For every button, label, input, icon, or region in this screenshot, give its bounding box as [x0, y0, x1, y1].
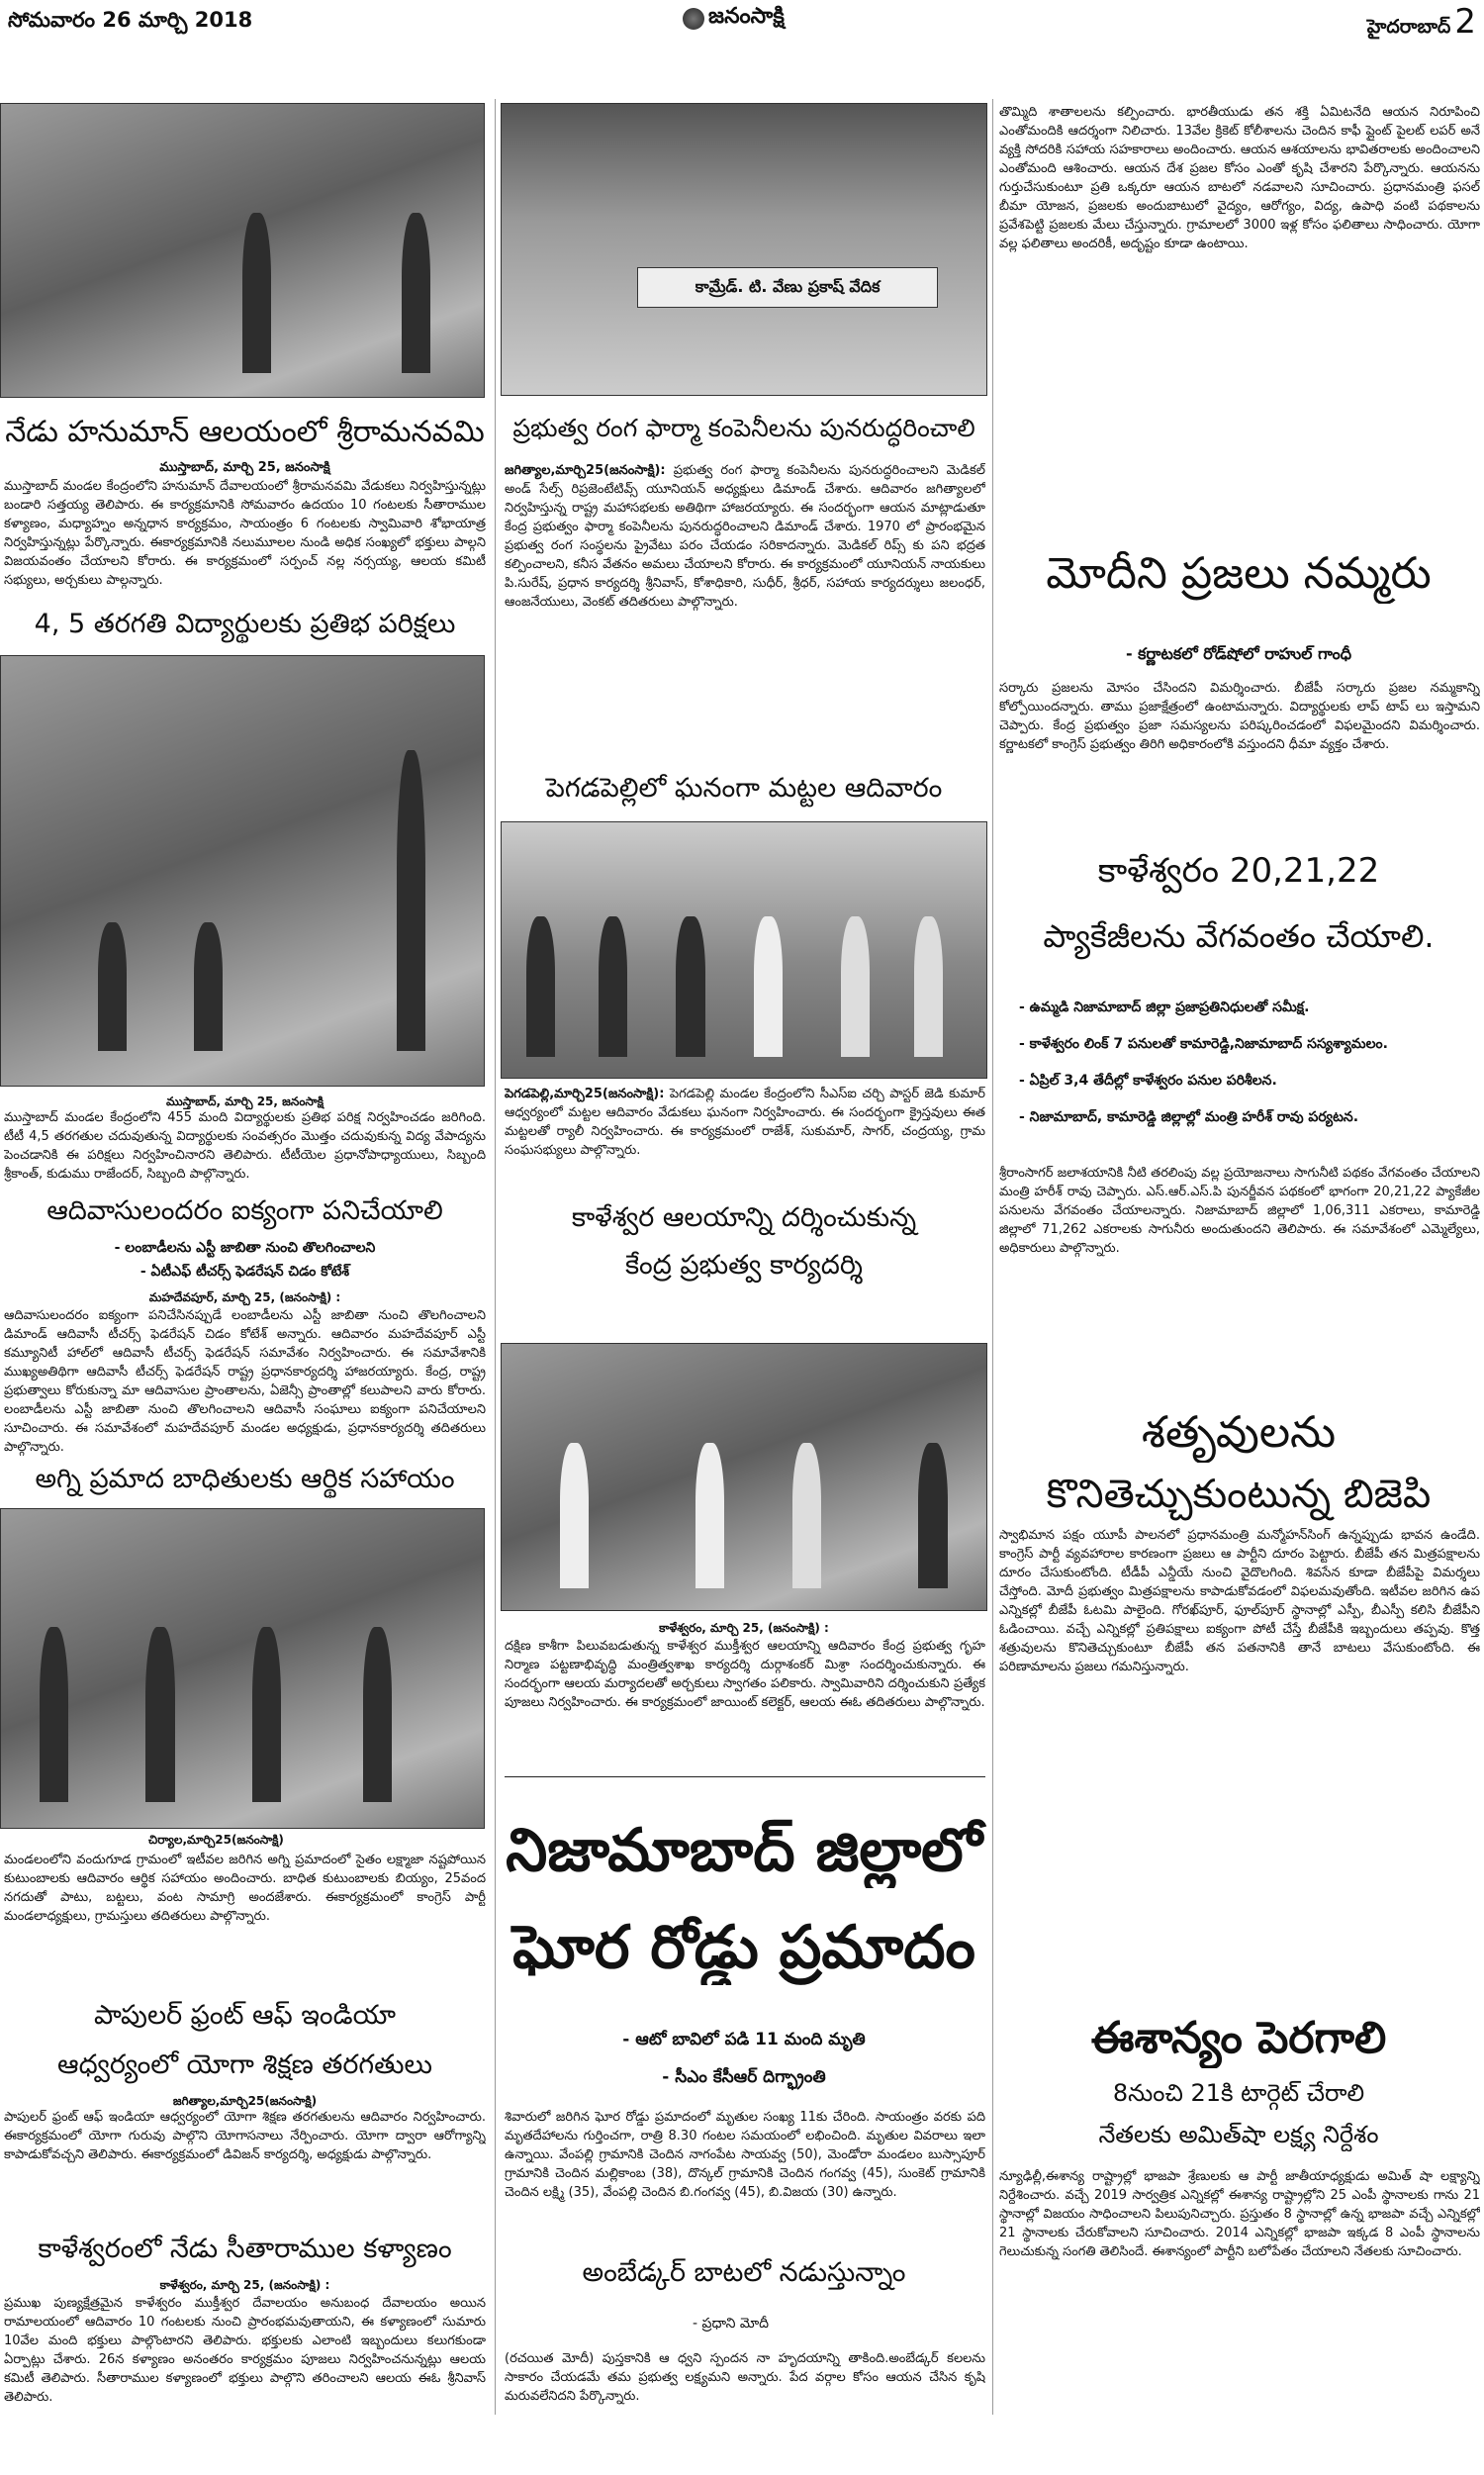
- conference-banner: కామ్రేడ్. టి. వేణు ప్రకాష్ వేదిక: [637, 267, 938, 308]
- logo-emblem-icon: [683, 8, 704, 30]
- subheading: - ఆటో బావిలో పడి 11 మంది మృతి: [622, 2030, 866, 2049]
- palm-sunday-photo: [501, 821, 987, 1079]
- subheading: - ఏటీఎఫ్ టీచర్స్ ఫెడరేషన్ చిడం కోటేశ్: [139, 1264, 350, 1280]
- article-body: శ్రీరాంసాగర్ జలాశయానికి నీటి తరలింపు వల్ల ప్రయోజనాలు సాగునీటి పథకం వేగవంతం చేయాలని మంత్రి హరీశ్ రావు చెప్పారు. ఎస్.ఆర్.ఎస్.పి పునర్జీవన పథకంలో భాగంగా 20,21,22 ప్యాకేజీల పనులను వేగవంతం చేయాలన్నారు. నిజామాబాద్ జిల్లాలో 1,06,311 ఎకరాలు, కామారెడ్డి జిల్లాలో 71,262 ఎకరాలకు సాగునీరు అందుతుందని తెలిపారు. ఈ సమావేశంలో ఎమ్మెల్యేలు, అధికారులు పాల్గొన్నారు.: [999, 1166, 1480, 1256]
- bullet-list: [1019, 990, 1480, 1136]
- article-body: పాపులర్ ఫ్రంట్ ఆఫ్ ఇండియా ఆధ్వర్యంలో యోగా శిక్షణ తరగతులను ఆదివారం నిర్వహించారు. ఈకార్యక్రమంలో యోగా గురువు పాల్గొని యోగాసనాలు నేర్పించారు. యోగా ద్వారా ఆరోగ్యాన్ని కాపాడుకోవచ్చని తెలిపారు. ఈకార్యక్రమంలో డివిజన్ కార్యదర్శి, అధ్యక్షుడు పాల్గొన్నారు.: [4, 2110, 486, 2162]
- dateline: ముస్తాబాద్, మార్చి 25, జనంసాక్షి: [159, 460, 330, 475]
- dateline: కాళేశ్వరం, మార్చి 25, (జనంసాక్షి) :: [159, 2278, 330, 2292]
- dateline: చిర్యాల,మార్చి25(జనంసాక్షి): [148, 1833, 284, 1847]
- headline-sitarama-kalyanam: కాళేశ్వరంలో నేడు సీతారాముల కళ్యాణం: [38, 2234, 452, 2264]
- article-body: దక్షిణ కాశీగా పిలువబడుతున్న కాళేశ్వర ముక్తీశ్వర ఆలయాన్ని ఆదివారం కేంద్ర ప్రభుత్వ గృహ నిర్మాణ పట్టణాభివృద్ధి మంత్రిత్వశాఖ కార్యదర్శి దుర్గాశంకర్ మిశ్రా సందర్శించుకున్నారు. ఈ సందర్భంగా ఆలయ మర్యాదలతో అర్చకులు స్వాగతం పలికారు. స్వామివారిని దర్శించుకుని ప్రత్యేక పూజలు నిర్వహించారు. ఈ కార్యక్రమంలో జాయింట్ కలెక్టర్, ఆలయ ఈఓ తదితరులు పాల్గొన్నారు.: [505, 1639, 985, 1710]
- headline-adivasi-unity: ఆదివాసులందరం ఐక్యంగా పనిచేయాలి: [46, 1195, 443, 1226]
- article-body: ప్రముఖ పుణ్యక్షేత్రమైన కాళేశ్వరం ముక్తీశ్వర దేవాలయం అనుబంధ దేవాలయం అయిన రామాలయంలో ఆదివారం 10 గంటలకు నుంచి ప్రారంభమవుతాయని, ఈ కళ్యాణంలో సుమారు 10వేల మంది భక్తులు పాల్గొంటారని తెలిపారు. భక్తులకు ఎలాంటి ఇబ్బందులు కలుగకుండా ఏర్పాట్లు చేశారు. 26న కళ్యాణం అనంతరం కార్యక్రమం పూజలు నిర్వహించనున్నట్లు ఆలయ కమిటీ తెలిపారు. సీతారాముల కళ్యాణంలో భక్తులు పాల్గొని తరించాలని ఆలయ ఈఓ శ్రీనివాస్ తెలిపారు.: [4, 2296, 486, 2405]
- issue-date: సోమవారం 26 మార్చి 2018: [8, 8, 253, 32]
- headline-fire-relief: అగ్ని ప్రమాద బాధితులకు ఆర్థిక సహాయం: [35, 1464, 455, 1494]
- dateline: మహదేవపూర్, మార్చి 25, (జనంసాక్షి) :: [148, 1290, 341, 1304]
- headline-bjp-enemies-line2: కొనితెచ్చుకుంటున్న బిజెపి: [1046, 1472, 1432, 1517]
- subheading: - లంబాడీలను ఎస్టీ జాబితా నుంచి తొలగించాలని: [114, 1240, 376, 1256]
- page-info: [1367, 2, 1476, 43]
- dateline: జగిత్యాల,మార్చి25(జనంసాక్షి):: [505, 463, 666, 478]
- headline-kaleshwaram-visit: కాళేశ్వర ఆలయాన్ని దర్శించుకున్న: [571, 1202, 917, 1233]
- temple-visit-photo: [501, 1343, 987, 1611]
- article-body: (రచయిత మోదీ) పుస్తకానికి ఆ ధ్వని స్పందన నా హృదయాన్ని తాకింది.అంబేడ్కర్ కలలను సాకారం చేయడమే తమ ప్రభుత్వ లక్ష్యమని అన్నారు. పేద వర్గాల కోసం ఆయన చేసిన కృషి మరువలేనిదని పేర్కొన్నారు.: [505, 2351, 985, 2404]
- headline-kaleshwaram-packages-line2: ప్యాకేజీలను వేగవంతం చేయాలి.: [1043, 917, 1435, 955]
- article-body: సర్కారు ప్రజలను మోసం చేసిందని విమర్శించారు. బీజేపీ సర్కారు ప్రజల నమ్మకాన్ని కోల్పోయిందన్నారు. తాము ప్రజాక్షేత్రంలో ఉంటామన్నారు. విద్యార్థులకు లాప్ టాప్ లు ఇస్తామని చెప్పారు. కేంద్ర ప్రభుత్వం ప్రజా సమస్యలను పరిష్కరించడంలో విఫలమైందని విమర్శించారు. కర్ణాటకలో కాంగ్రెస్ ప్రభుత్వం తిరిగి అధికారంలోకి వస్తుందని ధీమా వ్యక్తం చేశారు.: [999, 681, 1480, 752]
- conference-photo: [501, 103, 987, 396]
- subheading: - కర్ణాటకలో రోడ్‌షోలో రాహుల్ గాంధీ: [1125, 644, 1352, 663]
- headline-modi-not-trusted: మోదీని ప్రజలు నమ్మరు: [1046, 548, 1432, 599]
- dateline: ముస్తాబాద్, మార్చి 25, జనంసాక్షి: [165, 1095, 325, 1108]
- bullet-item: - నిజామాబాద్, కామారెడ్డి జిల్లాల్లో మంత్రి హరీశ్ రావు పర్యటన.: [1019, 1109, 1359, 1125]
- headline-hanuman-temple: నేడు హనుమాన్ ఆలయంలో శ్రీరామనవమి: [5, 415, 485, 449]
- article-body: జగిత్యాల,మార్చి25(జనంసాక్షి): ప్రభుత్వ రంగ ఫార్మా కంపెనీలను పునరుద్ధరించాలని మెడికల్ అండ్ సేల్స్ రిప్రజెంటేటివ్స్ యూనియన్ అధ్యక్షులు డిమాండ్ చేశారు. ఆదివారం జగిత్యాలలో నిర్వహిస్తున్న రాష్ట్ర మహాసభలకు అతిథిగా హాజరయ్యారు. ఈ సందర్భంగా ఆయన మాట్లాడుతూ కేంద్ర ప్రభుత్వం ఫార్మా కంపెనీలను పునరుద్ధరించాలని డిమాండ్ చేశారు. 1970 లో ప్రారంభమైన ప్రభుత్వ రంగ సంస్థలను ప్రైవేటు పరం చేయడం సరికాదన్నారు. మెడికల్ రిప్స్ కు పని భద్రత కల్పించాలని, కనీస వేతనం అమలు చేయాలని కోరారు. ఈ కార్యక్రమంలో యూనియన్ నాయకులు పి.సురేష్, ప్రధాన కార్యదర్శి శ్రీనివాస్, కోశాధికారి, సుధీర్, శ్రీధర్, సహాయ కార్యదర్శులు జలంధర్, ఆంజనేయులు, వెంకట్ తదితరులు పాల్గొన్నారు.: [505, 463, 985, 610]
- subheading-target: 8నుంచి 21కి టార్గెట్ చేరాలి: [1112, 2079, 1365, 2107]
- subheading-amit-shah: నేతలకు అమిత్‌షా లక్ష్య నిర్దేశం: [1098, 2121, 1379, 2148]
- article-body: ముస్తాబాద్ మండల కేంద్రంలోని 455 మంది విద్యార్థులకు ప్రతిభ పరిక్ష నిర్వహించడం జరిగింది. టీటీ 4,5 తరగతుల చదువుతున్న విద్యార్థులకు సంవత్సరం మొత్తం చదువుకున్న విద్య వేపాద్యను పెంచడానికి ఈ పరిక్షలు నిర్వహించినారని తెలిపారు. టీటీయెల ప్రధానోపాధ్యాయులు, సిబ్బంది శ్రీకాంత్, కుడుము రాజేందర్, సిబ్బంది పాల్గొన్నారు.: [4, 1110, 486, 1182]
- page-number: 2: [1454, 2, 1476, 42]
- masthead-logo: జనంసాక్షి: [683, 4, 785, 34]
- dateline: కాళేశ్వరం, మార్చి 25, (జనంసాక్షి) :: [659, 1621, 829, 1635]
- dateline: పెగడపెల్లి,మార్చి25(జనంసాక్షి):: [505, 1087, 665, 1101]
- headline-pharma-companies: ప్రభుత్వ రంగ ఫార్మా కంపెనీలను పునరుద్ధరించాలి: [512, 414, 975, 442]
- relief-distribution-photo: [0, 1508, 485, 1829]
- subheading: - సీఎం కేసీఆర్ దిగ్భ్రాంతి: [662, 2067, 826, 2087]
- section-divider: [505, 1776, 985, 1777]
- headline-kaleshwaram-packages: కాళేశ్వరం 20,21,22: [1097, 851, 1380, 891]
- column-divider: [495, 99, 496, 2415]
- headline-bjp-enemies: శతృవులను: [1141, 1407, 1337, 1458]
- article-body: స్వాభిమాన పక్షం యూపీ పాలనలో ప్రధానమంత్రి మన్మోహన్‌సింగ్ ఉన్నప్పుడు భావన ఉండేది. కాంగ్రెస్ పార్టీ వ్యవహారాల కారణంగా ప్రజలు ఆ పార్టీని దూరం పెట్టారు. బీజేపీ తన మిత్రపక్షాలను దూరం చేసుకుంటోంది. టీడీపీ ఎన్డీయే నుంచి వైదొలగింది. శివసేన కూడా బీజేపీపై విమర్శలు చేస్తోంది. మోదీ ప్రభుత్వం మిత్రపక్షాలను కాపాడుకోవడంలో విఫలమవుతోంది. ఇటీవల జరిగిన ఉప ఎన్నికల్లో బీజేపీ ఓటమి పాలైంది. గోరఖ్‌పూర్, ఫూల్‌పూర్ స్థానాల్లో ఎస్పీ, బీఎస్పీ కలిసి బీజేపీని ఓడించాయి. వచ్చే ఎన్నికల్లో ప్రతిపక్షాలు ఐక్యంగా పోటీ చేస్తే బీజేపీకి ఇబ్బందులు తప్పవు. కొత్త శత్రువులను కొనితెచ్చుకుంటూ బీజేపీ తన పతనానికి తానే బాటలు వేసుకుంటోంది. ఈ పరిణామాలను ప్రజలు గమనిస్తున్నారు.: [999, 1528, 1480, 1674]
- dateline: జగిత్యాల,మార్చి25(జనంసాక్షి): [172, 2094, 318, 2108]
- article-body: పెగడపెల్లి,మార్చి25(జనంసాక్షి): పెగడపెల్లి మండల కేంద్రంలోని సీఎస్ఐ చర్చి పాస్టర్ జెడి కుమార్ ఆధ్వర్యంలో మట్టల ఆదివారం వేడుకలు ఘనంగా నిర్వహించారు. ఈ సందర్భంగా క్రైస్తవులు ఈత మట్టలతో ర్యాలీ నిర్వహించారు. ఈ కార్యక్రమంలో రాజేశ్, సుకుమార్, సాగర్, చంద్రయ్య, గ్రామ సంఘసభ్యులు పాల్గొన్నారు.: [505, 1087, 985, 1158]
- headline-palm-sunday: పెగడపెల్లిలో ఘనంగా మట్టల ఆదివారం: [545, 773, 943, 804]
- headline-yoga-classes: పాపులర్ ఫ్రంట్ ఆఫ్ ఇండియా: [94, 2000, 396, 2031]
- city-label: హైదరాబాద్: [1366, 16, 1451, 38]
- classroom-photo: [0, 655, 485, 1087]
- headline-talent-tests: 4, 5 తరగతి విద్యార్థులకు ప్రతిభ పరిక్షలు: [34, 609, 456, 639]
- column-divider: [992, 99, 993, 2415]
- headline-road-accident-line2: ఘోర రోడ్డు ప్రమాదం: [512, 1913, 975, 1982]
- article-body: మండలంలోని వందుగూడ గ్రామంలో ఇటీవల జరిగిన అగ్ని ప్రమాదంలో సైతం లక్ష్మాజా నష్టపోయిన కుటుంబాలకు ఆదివారం ఆర్థిక సహాయం అందించారు. బాధిత కుటుంబాలకు బియ్యం, 25వంద నగదుతో పాటు, బట్టలు, వంట సామాగ్రి అందజేశారు. ఈకార్యక్రమంలో కాంగ్రెస్ పార్టీ మండలాధ్యక్షులు, గ్రామస్తులు తదితరులు పాల్గొన్నారు.: [4, 1853, 486, 1924]
- headline-northeast: ఈశాన్యం పెరగాలి: [1090, 2013, 1387, 2063]
- article-body: ఆదివాసులందరం ఐక్యంగా పనిచేసినప్పుడే లంబాడీలను ఎస్టీ జాబితా నుంచి తొలగించాలని డిమాండ్ ఆదివాసీ టీచర్స్ ఫెడరేషన్ చిడం కోటేశ్ అన్నారు. ఆదివారం మహదేవపూర్ ఎస్టీ కమ్యూనిటీ హాల్‌లో ఆదివాసీ టీచర్స్ ఫెడరేషన్ సమావేశం నిర్వహించారు. ఈ సమావేశానికి ముఖ్యఅతిథిగా ఆదివాసీ టీచర్స్ ఫెడరేషన్ రాష్ట్ర ప్రధానకార్యదర్శి హాజరయ్యారు. కేంద్ర, రాష్ట్ర ప్రభుత్వాలు కోరుకున్నా మా ఆదివాసుల ప్రాంతాలను, ఏజెన్సీ ప్రాంతాల్లో కలుపాలని వారు కోరారు. లంబాడీలను ఎస్టీ జాబితా నుంచి తొలగించాలని ఆదివాసీ సంఘాలు ఐక్యంగా పనిచేయాలని సూచించారు. ఈ సమావేశంలో మహదేవపూర్ మండల అధ్యక్షుడు, ప్రధానకార్యదర్శి తదితరులు పాల్గొన్నారు.: [4, 1308, 486, 1455]
- temple-photo: [0, 103, 485, 398]
- headline-yoga-classes-line2: ఆధ్వర్యంలో యోగా శిక్షణ తరగతులు: [57, 2049, 432, 2080]
- headline-road-accident: నిజామాబాద్ జిల్లాలో: [506, 1816, 982, 1885]
- article-body: ముస్తాబాద్ మండల కేంద్రంలోని హనుమాన్ దేవాలయంలో శ్రీరామనవమి వేడుకలు నిర్వహిస్తున్నట్లు బండారి సత్తయ్య తెలిపారు. ఈ కార్యక్రమానికి సోమవారం ఉదయం 10 గంటలకు సీతారాముల కళ్యాణం, మధ్యాహ్నం అన్నధాన కార్యక్రమం, సాయంత్రం 6 గంటలకు స్వామివారి శోభాయాత్ర నిర్వహిస్తున్నట్లు పేర్కొన్నారు. ఈకార్యక్రమానికి నలుమూలల నుండి అధిక సంఖ్యలో భక్తులు పాల్గని విజయవంతం చేయాలని కోరారు. ఈ కార్యక్రమంలో సర్పంచ్ నల్ల నర్సయ్య, ఆలయ కమిటీ సభ్యులు, అర్చకులు పాల్గన్నారు.: [4, 479, 486, 588]
- bullet-item: - కాళేశ్వరం లింక్ 7 పనులతో కామారెడ్డి,నిజామాబాద్ సస్యశ్యామలం.: [1019, 1036, 1388, 1052]
- article-body: న్యూఢిల్లీ,ఈశాన్య రాష్ట్రాల్లో భాజపా శ్రేణులకు ఆ పార్టీ జాతీయాధ్యక్షుడు అమిత్ షా లక్ష్యాన్ని నిర్దేశించారు. వచ్చే 2019 సార్వత్రిక ఎన్నికల్లో ఈశాన్య రాష్ట్రాల్లోని 25 ఎంపీ స్థానాలకు గాను 21 స్థానాల్లో విజయం సాధించాలని పిలుపునిచ్చారు. ప్రస్తుతం 8 స్థానాల్లో ఉన్న భాజపా వచ్చే ఎన్నికల్లో 21 స్థానాలకు చేరుకోవాలని సూచించారు. 2014 ఎన్నికల్లో భాజపా ఇక్కడ 8 ఎంపీ స్థానాలను గెలుచుకున్న సంగతి తెలిసిందే. ఈశాన్యంలో పార్టీని బలోపేతం చేయాలని నేతలకు సూచించారు.: [999, 2169, 1480, 2259]
- article-body: తొమ్మిది శాతాలలను కల్పించారు. భారతీయుడు తన శక్తి ఏమిటనేది ఆయన నిరూపించి ఎంతోమందికి ఆదర్శంగా నిలిచారు. 13వేల క్రికెట్ కోలీశాలను చెందిన కాఫీ ప్లైంట్ పైలట్ లపర్ అనే వ్యక్తి సోదరికి సహాయ సహకారాలు అందించారు. ఆయన ఆశయాలను భావితరాలకు అందించాలని ఎంతోమంది ఆశించారు. ఆయన దేశ ప్రజల కోసం ఎంతో కృషి చేశారని పేర్కొన్నారు. ఆయనను గుర్తుచేసుకుంటూ ప్రతి ఒక్కరూ ఆయన బాటలో నడవాలని సూచించారు. ప్రధానమంత్రి ఫసల్ బీమా యోజన, ప్రజలకు అందుబాటులో వైద్యం, ఆరోగ్యం, విద్య, ఉపాధి వంటి పథకాలను ప్రవేశపెట్టి ప్రజలకు మేలు చేస్తున్నారు. గ్రామాలలో 3000 ఇళ్ల కోసం ఫలితాలు సాధించారు. యోగా వల్ల ఫలితాలు అందరికీ, అదృష్టం కూడా ఉంటాయి.: [999, 105, 1480, 251]
- bullet-item: - ఏప్రిల్ 3,4 తేదీల్లో కాళేశ్వరం పనుల పరిశీలన.: [1019, 1073, 1277, 1089]
- article-body: శివారులో జరిగిన ఘోర రోడ్డు ప్రమాదంలో మృతుల సంఖ్య 11కు చేరింది. సాయంత్రం వరకు పది మృతదేహాలను గుర్తించగా, రాత్రి 8.30 గంటల సమయంలో లభించింది. మృతుల వివరాలు ఇలా ఉన్నాయి. వేంపల్లి గ్రామానికి చెందిన నాగంపేట సాయవ్వ (50), మెండోరా మండలం బుస్సాపూర్ గ్రామానికి చెందిన మల్లికాంబ (38), దొన్కల్ గ్రామానికి చెందిన గంగవ్వ (45), సుంకెట్ గ్రామానికి చెందిన లక్ష్మి (35), వేంపల్లి చెందిన బి.గంగవ్వ (45), బి.విజయ (30) ఉన్నారు.: [505, 2110, 985, 2200]
- bullet-item: - ఉమ్మడి నిజామాబాద్ జిల్లా ప్రజాప్రతినిధులతో సమీక్ష.: [1019, 1000, 1310, 1015]
- headline-ambedkar-path: అంబేడ్కర్ బాటలో నడుస్తున్నాం: [582, 2257, 906, 2288]
- byline: - ప్రధాని మోదీ: [693, 2316, 770, 2332]
- headline-kaleshwaram-visit-line2: కేంద్ర ప్రభుత్వ కార్యదర్శి: [624, 1250, 864, 1281]
